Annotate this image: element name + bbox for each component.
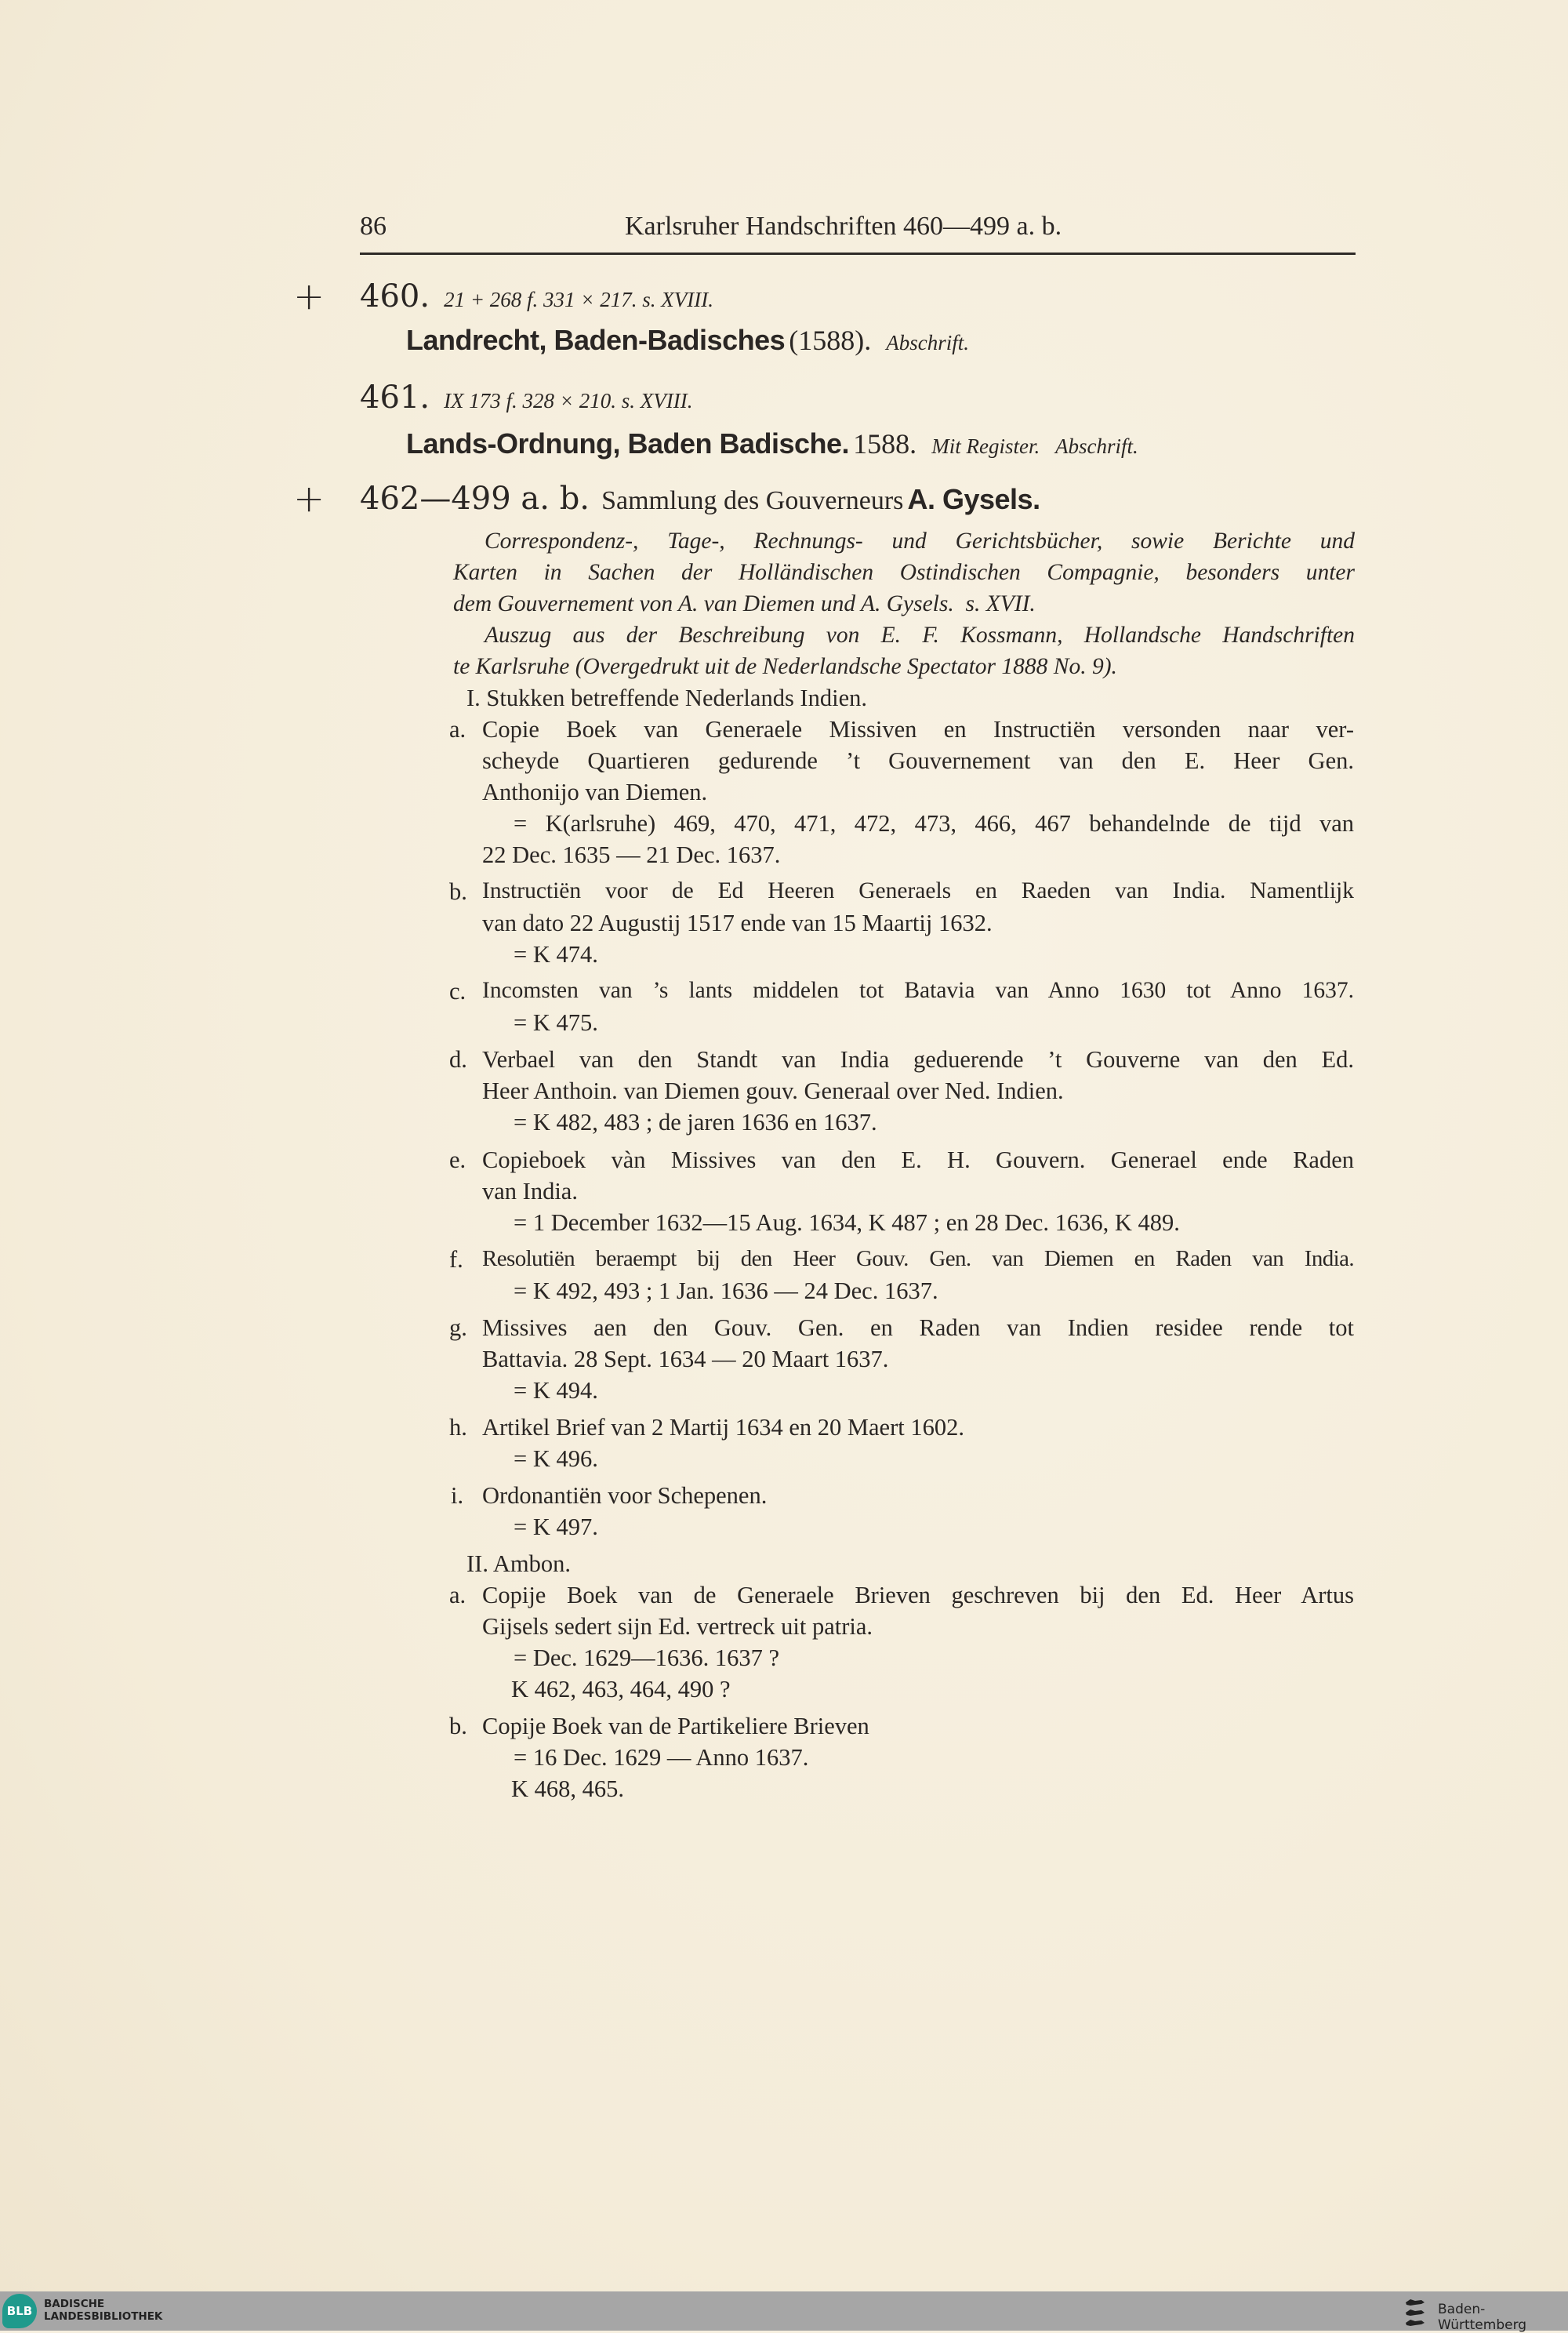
item-line: Verbael van den Standt van India geduerende ’t Gouverne van den Ed.: [482, 1046, 1354, 1073]
item-label: g.: [449, 1314, 467, 1341]
footer-bar: [0, 2291, 1568, 2331]
item-ref: K 468, 465.: [511, 1775, 625, 1802]
item-ref: = Dec. 1629—1636. 1637 ?: [514, 1644, 780, 1671]
item-label: f.: [449, 1246, 463, 1273]
entry-461-title: [406, 427, 1138, 460]
blb-logo[interactable]: BLB: [2, 2294, 37, 2328]
item-ref: = K 496.: [514, 1445, 598, 1472]
item-line: Artikel Brief van 2 Martij 1634 en 20 Maert 1602.: [482, 1414, 964, 1441]
item-label: d.: [449, 1046, 467, 1073]
entry-number: 460.: [360, 278, 430, 314]
item-ref: = K(arlsruhe) 469, 470, 471, 472, 473, 466, 467 behandelnde de tijd van: [514, 810, 1354, 837]
entry-title-bold: A. Gysels.: [907, 483, 1040, 515]
page-number: 86: [360, 212, 387, 241]
entry-number: 461.: [360, 380, 430, 416]
item-line: Incomsten van ’s lants middelen tot Batavia van Anno 1630 tot Anno 1637.: [482, 978, 1354, 1003]
entry-title-plain: 1588.: [853, 428, 917, 460]
item-label: h.: [449, 1414, 467, 1441]
header-rule: [360, 253, 1356, 255]
item-ref: = K 492, 493 ; 1 Jan. 1636 — 24 Dec. 1637.: [514, 1277, 938, 1304]
item-line: Ordonantiën voor Schepenen.: [482, 1482, 768, 1509]
library-name-line1: BADISCHE: [44, 2298, 105, 2310]
library-name-line2: LANDESBIBLIOTHEK: [44, 2310, 163, 2323]
item-ref: = 16 Dec. 1629 — Anno 1637.: [514, 1744, 809, 1771]
item-ref: = K 475.: [514, 1009, 598, 1036]
description-line: Correspondenz-, Tage-, Rechnungs- und Gerichtsbücher, sowie Berichte und: [485, 529, 1355, 554]
section-heading: I. Stukken betreffende Nederlands Indien.: [466, 685, 867, 711]
item-line: van India.: [482, 1178, 578, 1205]
entry-460-heading: [360, 278, 713, 314]
item-line: Copie Boek van Generaele Missiven en Instructiën versonden naar ver-: [482, 716, 1354, 743]
entry-meta: IX 173 f. 328 × 210. s. XVIII.: [444, 389, 693, 412]
item-line: Resolutiën beraempt bij den Heer Gouv. Gen. van Diemen en Raden van India.: [482, 1246, 1354, 1271]
item-line: scheyde Quartieren gedurende ’t Gouvernement van den E. Heer Gen.: [482, 747, 1354, 774]
item-line: Heer Anthoin. van Diemen gouv. Generaal over Ned. Indien.: [482, 1077, 1064, 1104]
item-line: Missives aen den Gouv. Gen. en Raden van Indien residee rende tot: [482, 1314, 1354, 1341]
entry-title-bold: Lands-Ordnung, Baden Badische.: [406, 427, 850, 460]
item-line: Anthonijo van Diemen.: [482, 779, 708, 805]
entry-460-title: [406, 324, 969, 357]
item-line: Gijsels sedert sijn Ed. vertreck uit patria.: [482, 1613, 873, 1640]
entry-number: 462—499 a. b.: [360, 481, 590, 517]
item-label: a.: [449, 716, 466, 743]
entry-note: Mit Register. Abschrift.: [931, 434, 1138, 458]
entry-title-bold: Landrecht, Baden-Badisches: [406, 324, 786, 356]
item-ref: = K 474.: [514, 941, 598, 968]
source-line: te Karlsruhe (Overgedrukt uit de Nederlandsche Spectator 1888 No. 9).: [453, 654, 1117, 679]
plus-marker: +: [293, 274, 325, 318]
entry-461-heading: [360, 380, 692, 416]
item-line: Instructiën voor de Ed Heeren Generaels en Raeden van India. Namentlijk: [482, 878, 1354, 903]
item-ref: 22 Dec. 1635 — 21 Dec. 1637.: [482, 841, 781, 868]
description-line: dem Gouvernement von A. van Diemen und A. Gysels. s. XVII.: [453, 591, 1036, 616]
library-name[interactable]: [44, 2298, 162, 2323]
running-title: Karlsruher Handschriften 460—499 a. b.: [625, 212, 1062, 241]
item-line: Battavia. 28 Sept. 1634 — 20 Maart 1637.: [482, 1346, 889, 1372]
entry-title-plain: (1588).: [789, 325, 872, 356]
item-label: a.: [449, 1582, 466, 1608]
entry-462-heading: [360, 481, 1040, 517]
description-line: Karten in Sachen der Holländischen Ostindischen Compagnie, besonders unter: [453, 560, 1355, 585]
item-ref: = K 494.: [514, 1377, 598, 1404]
item-label: e.: [449, 1147, 466, 1173]
item-ref: K 462, 463, 464, 490 ?: [511, 1676, 731, 1703]
item-line: van dato 22 Augustij 1517 ende van 15 Maartij 1632.: [482, 910, 993, 936]
three-lions-icon: [1404, 2296, 1426, 2328]
source-line: Auszug aus der Beschreibung von E. F. Kossmann, Hollandsche Handschriften: [485, 623, 1355, 648]
item-label: b.: [449, 878, 467, 905]
state-name[interactable]: Baden-Württemberg: [1438, 2302, 1527, 2333]
section-heading: II. Ambon.: [466, 1550, 572, 1577]
item-label: c.: [449, 978, 466, 1005]
item-line: Copije Boek van de Generaele Brieven geschreven bij den Ed. Heer Artus: [482, 1582, 1354, 1608]
item-ref: = K 482, 483 ; de jaren 1636 en 1637.: [514, 1109, 877, 1136]
entry-note: Abschrift.: [886, 331, 970, 354]
entry-title-plain: Sammlung des Gouverneurs: [601, 486, 904, 515]
item-line: Copieboek vàn Missives van den E. H. Gouvern. Generael ende Raden: [482, 1147, 1354, 1173]
item-ref: = K 497.: [514, 1514, 598, 1540]
entry-meta: 21 + 268 f. 331 × 217. s. XVIII.: [444, 288, 713, 311]
plus-marker: +: [293, 477, 325, 521]
item-label: b.: [449, 1713, 467, 1739]
item-ref: = 1 December 1632—15 Aug. 1634, K 487 ; en 28 Dec. 1636, K 489.: [514, 1209, 1180, 1236]
item-label: i.: [451, 1482, 464, 1509]
item-line: Copije Boek van de Partikeliere Brieven: [482, 1713, 869, 1739]
